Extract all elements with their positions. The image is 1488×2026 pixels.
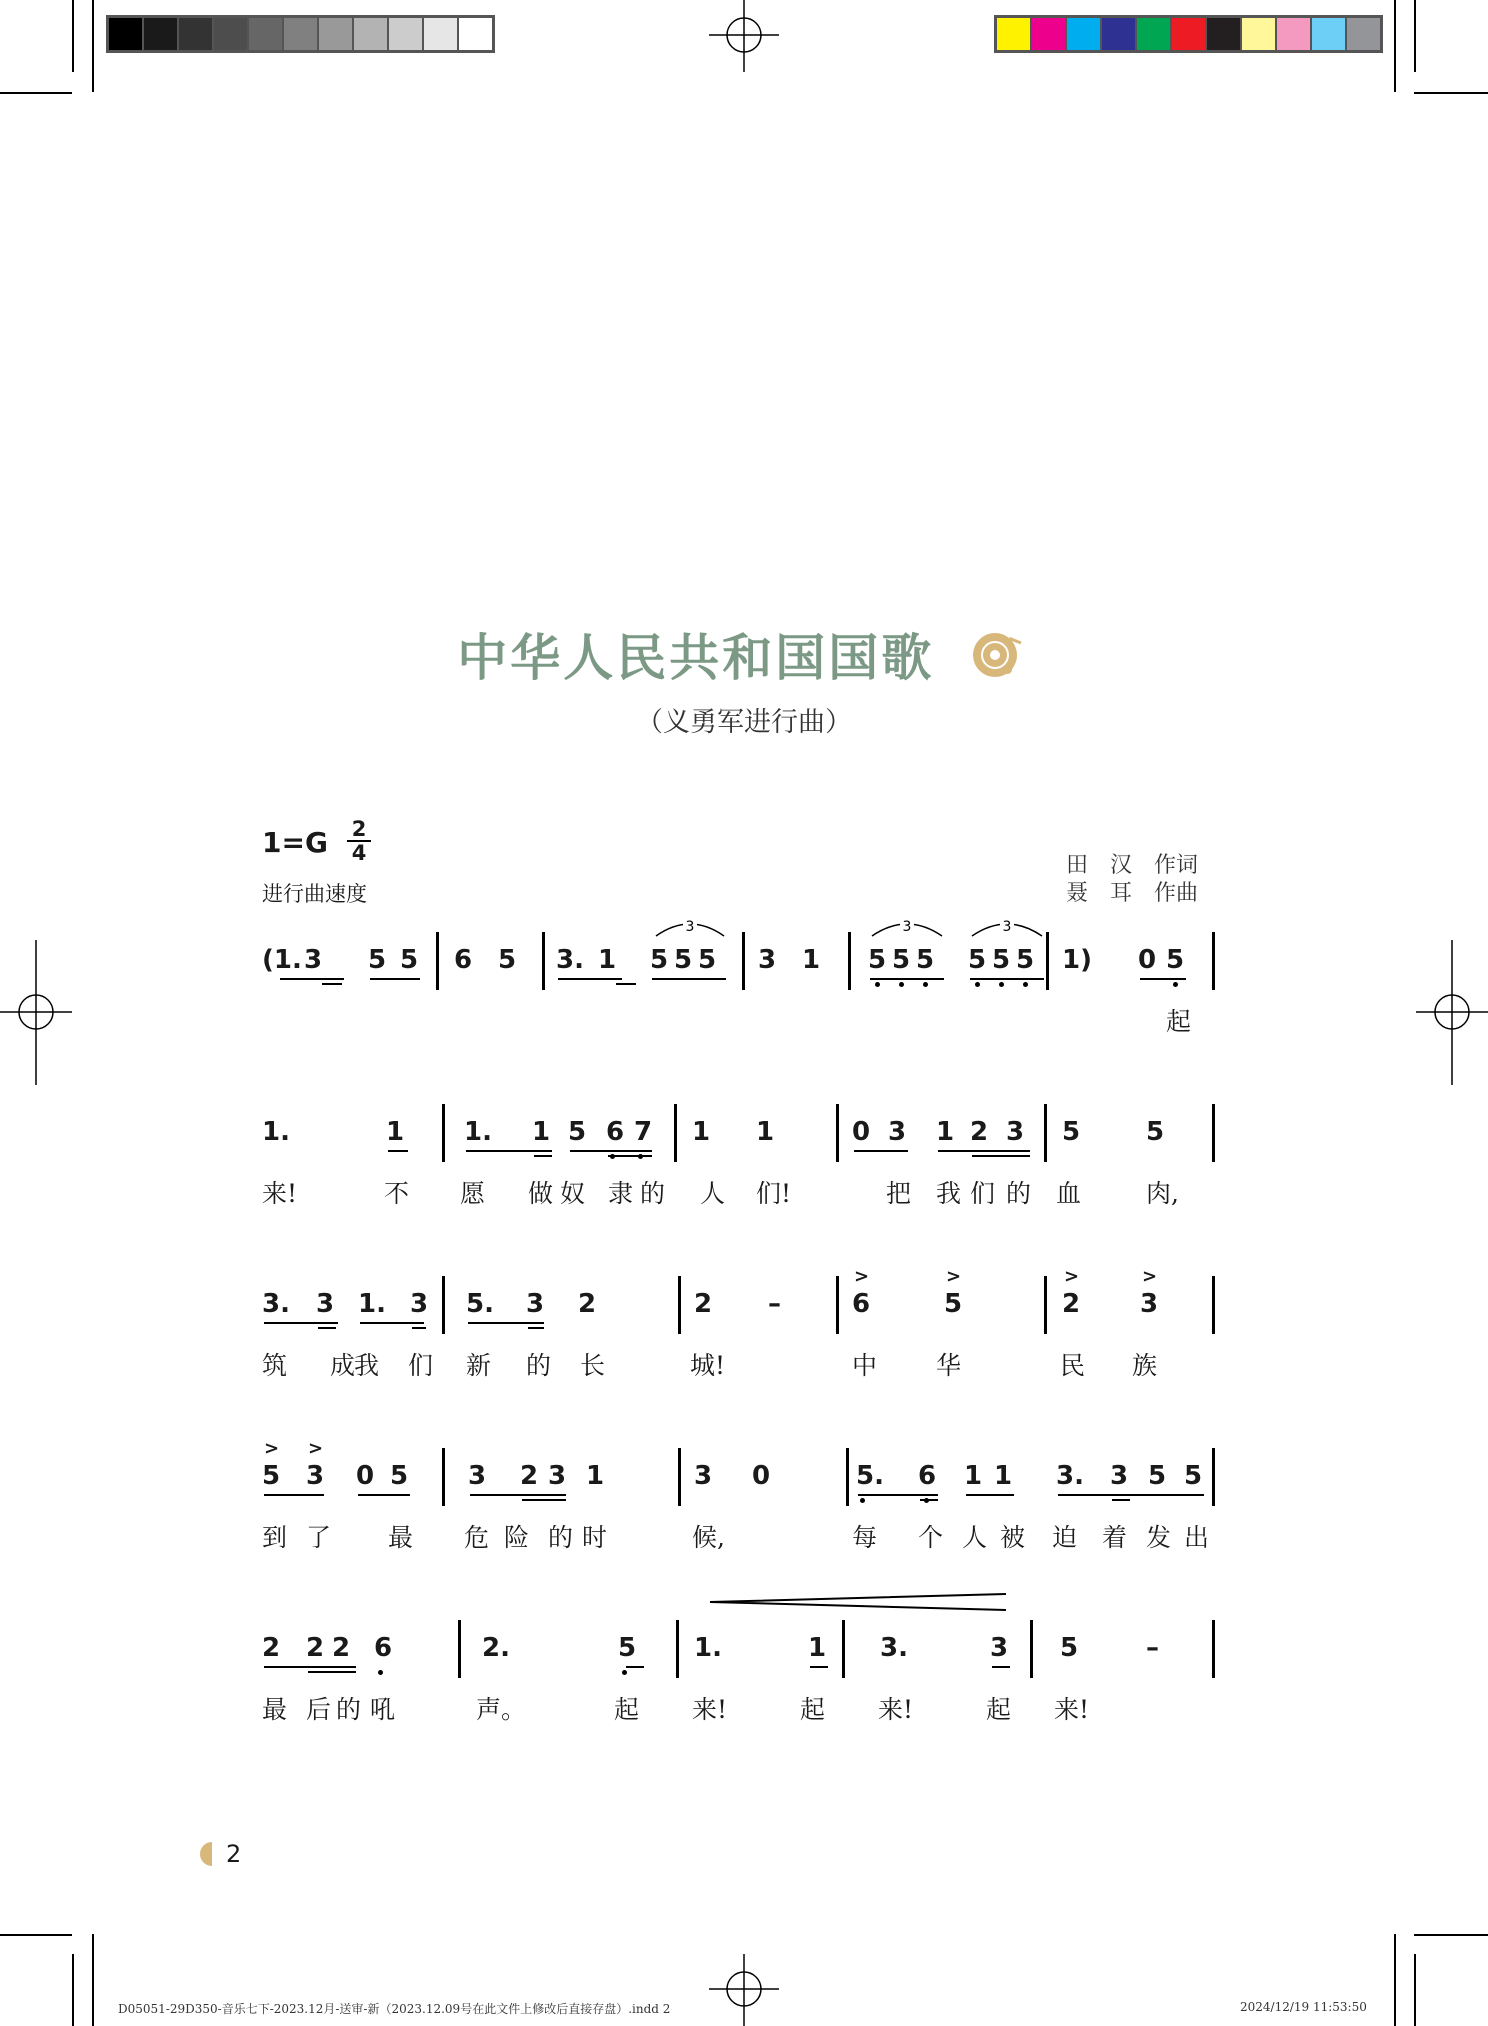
beam-underline: [534, 1155, 552, 1157]
svg-text:3: 3: [685, 919, 695, 935]
page-number: 2: [226, 1840, 242, 1868]
note: 6: [852, 1289, 871, 1319]
beam-underline: [466, 1150, 552, 1152]
note: 5: [1146, 1117, 1165, 1147]
note: 6: [606, 1117, 625, 1147]
barline: [848, 932, 851, 990]
note: 1): [1062, 945, 1092, 975]
beam-underline: [370, 978, 420, 980]
note: 5: [1184, 1461, 1203, 1491]
time-signature-bottom: 4: [347, 840, 371, 864]
triplet-bracket: [870, 916, 944, 940]
lyric-char: 不: [384, 1179, 410, 1208]
lyric-char: 血: [1056, 1179, 1082, 1208]
accent-mark: >: [264, 1438, 280, 1459]
gray-swatch: [178, 17, 213, 51]
beam-underline: [528, 1327, 544, 1329]
barline: [678, 1448, 681, 1506]
barline: [442, 1448, 445, 1506]
note: 5.: [856, 1461, 884, 1491]
note: 6: [918, 1461, 937, 1491]
barline: [742, 932, 745, 990]
note: 5: [262, 1461, 281, 1491]
note: 2.: [482, 1633, 510, 1663]
beam-underline: [992, 1666, 1010, 1668]
triplet-bracket: [654, 916, 726, 940]
gray-swatch: [458, 17, 493, 51]
color-swatch: [1276, 17, 1311, 51]
barline: [1212, 1276, 1215, 1334]
note: 5.: [466, 1289, 494, 1319]
lyric-char: 着: [1102, 1523, 1128, 1552]
note: 3: [410, 1289, 429, 1319]
registration-mark-top: [709, 0, 779, 72]
lyric-char: 中: [852, 1351, 878, 1380]
beam-underline: [360, 1322, 424, 1324]
beam-underline: [570, 1150, 652, 1152]
lyric-char: 人: [700, 1179, 726, 1208]
note: 3.: [880, 1633, 908, 1663]
note: 6: [374, 1633, 393, 1663]
footer-timestamp: 2024/12/19 11:53:50: [1240, 2000, 1367, 2014]
beam-underline: [264, 1322, 338, 1324]
note: 3: [1110, 1461, 1129, 1491]
registration-mark-left: [0, 940, 72, 1085]
note: 5: [390, 1461, 409, 1491]
lyric-char: 成: [330, 1351, 356, 1380]
note: 1.: [464, 1117, 492, 1147]
time-signature-top: 2: [351, 817, 367, 841]
barline: [1212, 1620, 1215, 1678]
lyric-char: 民: [1060, 1351, 1086, 1380]
note: 5: [1148, 1461, 1167, 1491]
gray-swatch: [388, 17, 423, 51]
lyric-char: 奴: [560, 1179, 586, 1208]
song-title-text: 中华人民共和国国歌: [457, 628, 935, 687]
song-title: [0, 618, 1488, 690]
key-signature: 1=G: [262, 826, 328, 859]
lyric-char: 的: [548, 1523, 574, 1552]
lyric-char: 长: [580, 1351, 606, 1380]
color-swatch: [1136, 17, 1171, 51]
color-swatch: [1171, 17, 1206, 51]
lyric-char: 华: [936, 1351, 962, 1380]
svg-text:3: 3: [1002, 919, 1012, 935]
note: 0: [1138, 945, 1157, 975]
note: 5: [1166, 945, 1185, 975]
beam-underline: [318, 1327, 336, 1329]
octave-dot: [378, 1670, 383, 1675]
octave-dot: [638, 1154, 643, 1159]
beam-underline: [522, 1499, 566, 1501]
lyric-char: 们: [970, 1179, 996, 1208]
barline: [1212, 1448, 1215, 1506]
tempo-marking: 进行曲速度: [262, 882, 367, 906]
note: 3: [888, 1117, 907, 1147]
beam-underline: [858, 1494, 938, 1496]
lyric-char: 们!: [756, 1179, 792, 1208]
lyric-char: 隶: [608, 1179, 634, 1208]
beam-underline: [870, 978, 944, 980]
note: 7: [634, 1117, 653, 1147]
lyric-char: 人: [962, 1523, 988, 1552]
beam-underline: [1140, 978, 1186, 980]
note: 1: [994, 1461, 1013, 1491]
note: 3: [1140, 1289, 1159, 1319]
gray-swatch: [143, 17, 178, 51]
note: 3.: [1056, 1461, 1084, 1491]
note: 3: [526, 1289, 545, 1319]
registration-mark-right: [1416, 940, 1488, 1085]
beam-underline: [388, 1150, 408, 1152]
lyric-char: 声。: [476, 1695, 527, 1724]
color-swatch: [1101, 17, 1136, 51]
lyric-char: 们: [408, 1351, 434, 1380]
note: 0: [852, 1117, 871, 1147]
note: 3: [990, 1633, 1009, 1663]
beam-underline: [652, 978, 726, 980]
lyric-char: 我: [936, 1179, 962, 1208]
lyric-char: 出: [1184, 1523, 1210, 1552]
note: 3: [304, 945, 323, 975]
octave-dot: [975, 982, 980, 987]
note: 1: [586, 1461, 605, 1491]
beam-underline: [280, 978, 344, 980]
note: 5: [498, 945, 517, 975]
gray-swatch: [248, 17, 283, 51]
lyric-char: 险: [504, 1523, 530, 1552]
note: 5: [650, 945, 669, 975]
barline: [1046, 932, 1049, 990]
gray-swatch: [283, 17, 318, 51]
note: 5: [1060, 1633, 1079, 1663]
lyric-char: 来!: [878, 1695, 914, 1724]
lyric-char: 后: [306, 1695, 332, 1724]
barline: [442, 1104, 445, 1162]
color-swatch: [996, 17, 1031, 51]
barline: [836, 1104, 839, 1162]
note: 2: [970, 1117, 989, 1147]
note: 6: [454, 945, 473, 975]
note: 1: [808, 1633, 827, 1663]
octave-dot: [875, 982, 880, 987]
barline: [458, 1620, 461, 1678]
note: 1: [598, 945, 617, 975]
beam-underline: [810, 1666, 828, 1668]
barline: [1212, 932, 1215, 990]
barline: [542, 932, 545, 990]
octave-dot: [1173, 982, 1178, 987]
lyric-char: 起: [614, 1695, 640, 1724]
lyric-char: 我: [354, 1351, 380, 1380]
beam-underline: [854, 1150, 908, 1152]
lyric-char: 新: [466, 1351, 492, 1380]
lyric-char: 来!: [262, 1179, 298, 1208]
beam-underline: [412, 1327, 426, 1329]
beam-underline: [972, 1155, 1030, 1157]
barline: [842, 1620, 845, 1678]
lyric-char: 发: [1146, 1523, 1172, 1552]
beam-underline: [970, 978, 1044, 980]
color-swatch: [1031, 17, 1066, 51]
note: 1.: [358, 1289, 386, 1319]
beam-underline: [264, 1666, 356, 1668]
accent-mark: >: [854, 1266, 870, 1287]
note: –: [768, 1289, 781, 1319]
note: 5: [698, 945, 717, 975]
lyric-char: 最: [262, 1695, 288, 1724]
beam-underline: [1150, 1494, 1204, 1496]
color-swatch: [1206, 17, 1241, 51]
color-swatch: [1311, 17, 1346, 51]
note: 1: [936, 1117, 955, 1147]
lyric-char: 做: [528, 1179, 554, 1208]
beam-underline: [966, 1494, 1014, 1496]
beam-underline: [468, 1322, 544, 1324]
note: 2: [578, 1289, 597, 1319]
barline: [1044, 1104, 1047, 1162]
note: 2: [694, 1289, 713, 1319]
note: 5: [892, 945, 911, 975]
lyric-char: 起: [800, 1695, 826, 1724]
barline: [1044, 1276, 1047, 1334]
lyric-char: 把: [886, 1179, 912, 1208]
note: 3: [694, 1461, 713, 1491]
beam-underline: [616, 983, 636, 985]
accent-mark: >: [1064, 1266, 1080, 1287]
note: –: [1146, 1633, 1159, 1663]
barline: [1030, 1620, 1033, 1678]
registration-mark-bottom: [709, 1954, 779, 2026]
lyric-char: 的: [336, 1695, 362, 1724]
song-subtitle: （义勇军进行曲）: [636, 707, 852, 738]
lyric-char: 了: [306, 1523, 332, 1552]
octave-dot: [923, 982, 928, 987]
note: 3.: [262, 1289, 290, 1319]
note: 3.: [556, 945, 584, 975]
lyric-char: 的: [526, 1351, 552, 1380]
lyric-char: 的: [640, 1179, 666, 1208]
beam-underline: [558, 978, 622, 980]
lyric-char: 来!: [692, 1695, 728, 1724]
note: 1: [692, 1117, 711, 1147]
note: 5: [1062, 1117, 1081, 1147]
note: 5: [368, 945, 387, 975]
lyric-char: 被: [1000, 1523, 1026, 1552]
lyric-char: 到: [262, 1523, 288, 1552]
note: 5: [400, 945, 419, 975]
note: 0: [356, 1461, 375, 1491]
beam-underline: [938, 1150, 1030, 1152]
note: 3: [758, 945, 777, 975]
note: 5: [618, 1633, 637, 1663]
octave-dot: [924, 1498, 929, 1503]
accent-mark: >: [1142, 1266, 1158, 1287]
lyric-char: 的: [1006, 1179, 1032, 1208]
octave-dot: [999, 982, 1004, 987]
lyric-char: 吼: [370, 1695, 396, 1724]
note: 5: [1016, 945, 1035, 975]
lyric-char: 候,: [692, 1523, 725, 1552]
gray-swatch: [108, 17, 143, 51]
lyric-char: 最: [388, 1523, 414, 1552]
color-swatch: [1066, 17, 1101, 51]
note: 2: [332, 1633, 351, 1663]
color-swatch: [1346, 17, 1381, 51]
color-swatch: [1241, 17, 1276, 51]
note: 1: [964, 1461, 983, 1491]
beam-underline: [308, 1671, 356, 1673]
lyric-char: 时: [582, 1523, 608, 1552]
lyric-char: 危: [464, 1523, 490, 1552]
note: 5: [968, 945, 987, 975]
lyric-char: 筑: [262, 1351, 288, 1380]
note: 3: [468, 1461, 487, 1491]
barline: [846, 1448, 849, 1506]
accent-mark: >: [308, 1438, 324, 1459]
note: 1.: [262, 1117, 290, 1147]
footer-file-info: D05051-29D350-音乐七下-2023.12月-送审-新（2023.12.09号在此文件上修改后直接存盘）.indd 2: [118, 2002, 671, 2016]
note: 1: [802, 945, 821, 975]
note: 5: [992, 945, 1011, 975]
note: 2: [262, 1633, 281, 1663]
svg-text:3: 3: [902, 919, 912, 935]
barline: [442, 1276, 445, 1334]
cd-music-icon[interactable]: [969, 625, 1031, 681]
note: 3: [548, 1461, 567, 1491]
octave-dot: [622, 1670, 627, 1675]
lyric-char: 每: [852, 1523, 878, 1552]
beam-underline: [1112, 1499, 1130, 1501]
lyric-char: 肉,: [1146, 1179, 1179, 1208]
lyric-char: 族: [1132, 1351, 1158, 1380]
lyric-char: 来!: [1054, 1695, 1090, 1724]
note: 5: [916, 945, 935, 975]
note: 2: [1062, 1289, 1081, 1319]
lyric-char: 愿: [460, 1179, 486, 1208]
note: 5: [944, 1289, 963, 1319]
gray-swatch: [213, 17, 248, 51]
octave-dot: [1023, 982, 1028, 987]
note: 1: [386, 1117, 405, 1147]
lyric-char: 起: [1166, 1007, 1192, 1036]
lyric-char: 迫: [1052, 1523, 1078, 1552]
barline: [1212, 1104, 1215, 1162]
note: 2: [306, 1633, 325, 1663]
time-signature: [347, 818, 371, 864]
triplet-bracket: [970, 916, 1044, 940]
lyric-char: 起: [986, 1695, 1012, 1724]
crescendo-hairpin: [706, 1592, 1026, 1612]
lyric-char: 个: [918, 1523, 944, 1552]
beam-underline: [264, 1494, 324, 1496]
note: (1.: [262, 945, 302, 975]
gray-swatch: [318, 17, 353, 51]
note: 2: [520, 1461, 539, 1491]
barline: [678, 1276, 681, 1334]
note: 0: [752, 1461, 771, 1491]
note: 3: [306, 1461, 325, 1491]
barline: [436, 932, 439, 990]
note: 3: [1006, 1117, 1025, 1147]
note: 1.: [694, 1633, 722, 1663]
beam-underline: [920, 1499, 938, 1501]
barline: [836, 1276, 839, 1334]
beam-underline: [626, 1666, 644, 1668]
octave-dot: [899, 982, 904, 987]
composer-credit: 聂 耳 作曲: [1066, 881, 1199, 906]
beam-underline: [322, 983, 342, 985]
octave-dot: [860, 1498, 865, 1503]
note: 3: [316, 1289, 335, 1319]
page-tab-icon: [196, 1842, 212, 1866]
note: 5: [568, 1117, 587, 1147]
note: 1: [756, 1117, 775, 1147]
lyricist-credit: 田 汉 作词: [1066, 853, 1199, 878]
barline: [676, 1620, 679, 1678]
gray-swatch: [423, 17, 458, 51]
beam-underline: [358, 1494, 410, 1496]
barline: [674, 1104, 677, 1162]
lyric-char: 城!: [690, 1351, 726, 1380]
note: 1: [532, 1117, 551, 1147]
accent-mark: >: [946, 1266, 962, 1287]
note: 5: [674, 945, 693, 975]
gray-swatch: [353, 17, 388, 51]
note: 5: [868, 945, 887, 975]
octave-dot: [610, 1154, 615, 1159]
beam-underline: [470, 1494, 566, 1496]
